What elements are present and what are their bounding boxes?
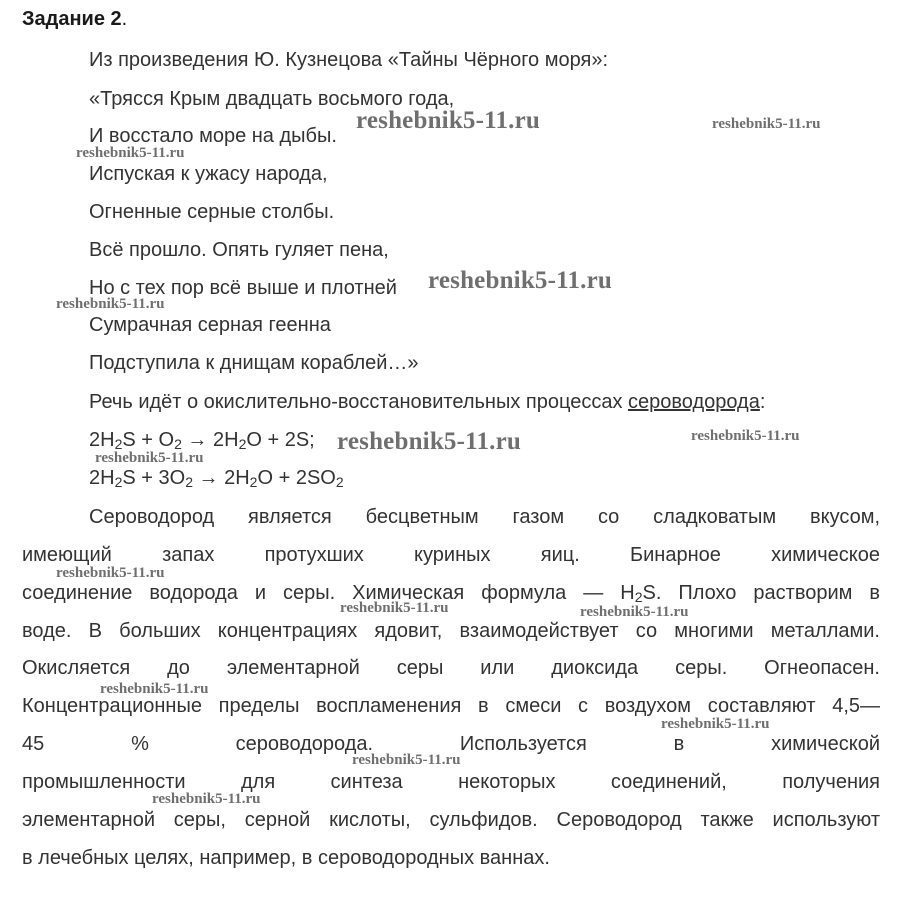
paragraph-line-7: 45 % сероводорода. Используется в химической xyxy=(22,733,880,755)
paragraph-line-1: Сероводород является бесцветным газом со сладковатым вкусом, xyxy=(89,506,880,528)
eq2-sub: 2 xyxy=(335,474,344,490)
poem-line-5: Всё прошло. Опять гуляет пена, xyxy=(89,239,389,261)
eq1-part: O + 2S; xyxy=(246,429,315,451)
eq2-sub: 2 xyxy=(114,474,123,490)
paragraph-line-10: в лечебных целях, например, в сероводородных ваннах. xyxy=(22,847,550,869)
paragraph-text: S. Плохо растворим в xyxy=(642,582,880,604)
eq1-part: 2H xyxy=(89,429,115,451)
topic-term: сероводорода xyxy=(628,391,760,413)
poem-line-2: И восстало море на дыбы. xyxy=(89,125,337,147)
watermark: reshebnik5-11.ru xyxy=(100,681,209,697)
paragraph-line-8: промышленности для синтеза некоторых соединений, получения xyxy=(22,771,880,793)
task-label: Задание 2 xyxy=(22,8,122,30)
paragraph-line-2: имеющий запах протухших куриных яиц. Бинарное химическое xyxy=(22,544,880,566)
equation-2 xyxy=(89,465,344,491)
poem-line-4: Огненные серные столбы. xyxy=(89,201,335,223)
watermark: reshebnik5-11.ru xyxy=(691,428,800,444)
paragraph-text: соединение водорода и серы. Химическая формула — H xyxy=(22,582,635,604)
eq2-part: → 2H xyxy=(192,467,250,489)
watermark: reshebnik5-11.ru xyxy=(337,428,522,455)
eq2-part: O + 2SO xyxy=(257,467,336,489)
eq1-sub: 2 xyxy=(114,436,123,452)
watermark: reshebnik5-11.ru xyxy=(56,296,165,312)
task-title xyxy=(22,8,127,31)
eq1-sub: 2 xyxy=(238,436,247,452)
poem-line-1: «Трясся Крым двадцать восьмого года, xyxy=(89,88,455,110)
watermark: reshebnik5-11.ru xyxy=(340,600,449,616)
formula-sub: 2 xyxy=(634,589,643,605)
watermark: reshebnik5-11.ru xyxy=(76,145,185,161)
eq2-part: S + 3O xyxy=(122,467,186,489)
task-dot: . xyxy=(121,8,128,30)
topic-line xyxy=(89,389,765,415)
poem-line-8: Подступила к днищам кораблей…» xyxy=(89,352,419,374)
poem-line-3: Испуская к ужасу народа, xyxy=(89,163,328,185)
paragraph-line-5: Окисляется до элементарной серы или диоксида серы. Огнеопасен. xyxy=(22,657,880,679)
watermark: reshebnik5-11.ru xyxy=(428,267,613,294)
eq1-sub: 2 xyxy=(174,436,182,452)
poem-line-6: Но с тех пор всё выше и плотней xyxy=(89,277,397,299)
eq2-part: 2H xyxy=(89,467,115,489)
paragraph-line-9: элементарной серы, серной кислоты, сульфидов. Сероводород также используют xyxy=(22,809,880,831)
eq2-sub: 2 xyxy=(249,474,258,490)
watermark: reshebnik5-11.ru xyxy=(95,450,204,466)
eq1-part: → 2H xyxy=(181,429,239,451)
paragraph-line-3 xyxy=(22,580,880,606)
watermark: reshebnik5-11.ru xyxy=(56,565,165,581)
topic-suffix: : xyxy=(759,391,766,413)
paragraph-line-6: Концентрационные пределы воспламенения в смеси с воздухом составляют 4,5— xyxy=(22,695,880,717)
intro-line: Из произведения Ю. Кузнецова «Тайны Чёрного моря»: xyxy=(89,49,609,71)
watermark: reshebnik5-11.ru xyxy=(356,107,541,134)
paragraph-line-4: воде. В больших концентрациях ядовит, взаимодействует со многими металлами. xyxy=(22,620,880,642)
watermark: reshebnik5-11.ru xyxy=(712,116,821,132)
poem-line-7: Сумрачная серная геенна xyxy=(89,314,331,336)
watermark: reshebnik5-11.ru xyxy=(152,791,261,807)
watermark: reshebnik5-11.ru xyxy=(352,752,461,768)
topic-prefix: Речь идёт о окислительно-восстановительных процессах xyxy=(89,391,628,413)
watermark: reshebnik5-11.ru xyxy=(661,716,770,732)
eq2-sub: 2 xyxy=(185,474,193,490)
watermark: reshebnik5-11.ru xyxy=(580,604,689,620)
eq1-part: S + O xyxy=(122,429,175,451)
